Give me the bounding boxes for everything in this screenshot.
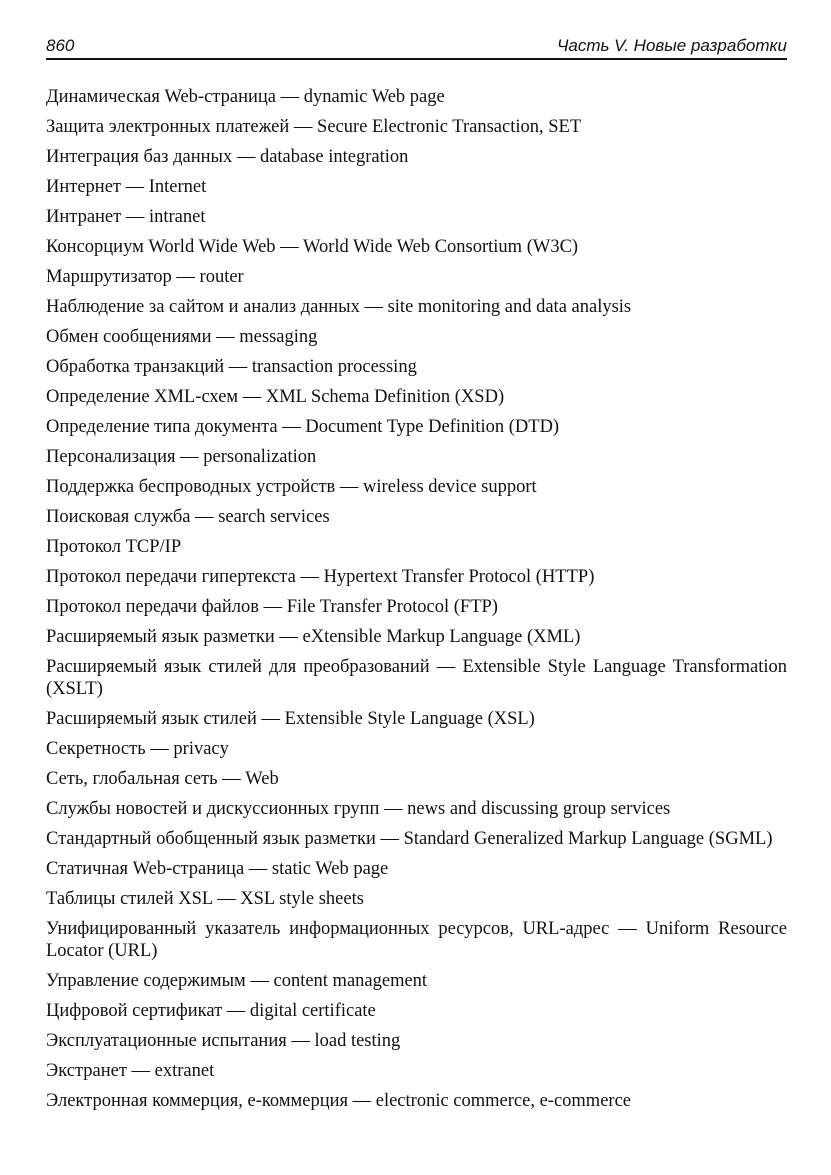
glossary-entry: Стандартный обобщенный язык разметки — Standard Generalized Markup Language (SGML) — [46, 829, 773, 849]
glossary-entry: Расширяемый язык разметки — eXtensible Markup Language (XML) — [46, 627, 581, 647]
page-number: 860 — [46, 36, 75, 55]
glossary-entry: Экстранет — extranet — [46, 1061, 215, 1081]
glossary-entry: Консорциум World Wide Web — World Wide Web Consortium (W3C) — [46, 237, 579, 257]
glossary-entry: Обработка транзакций — transaction processing — [46, 357, 417, 377]
glossary-entry: Протокол TCP/IP — [46, 537, 182, 557]
glossary-entry: Наблюдение за сайтом и анализ данных — site monitoring and data analysis — [46, 297, 632, 317]
glossary-entry: Интеграция баз данных — database integration — [46, 147, 409, 167]
glossary-entry: Протокол передачи гипертекста — Hypertext Transfer Protocol (HTTP) — [46, 567, 595, 587]
glossary-entry: Таблицы стилей XSL — XSL style sheets — [46, 889, 364, 909]
glossary-entry: Поисковая служба — search services — [46, 507, 330, 527]
glossary-list — [46, 86, 787, 1120]
glossary-entry: Динамическая Web-страница — dynamic Web page — [46, 87, 445, 107]
glossary-entry: Поддержка беспроводных устройств — wireless device support — [46, 477, 537, 497]
glossary-entry: Унифицированный указатель информационных ресурсов, URL-адрес — Uniform Resource Locator (URL) — [46, 919, 787, 961]
glossary-entry: Сеть, глобальная сеть — Web — [46, 769, 279, 789]
glossary-entry: Маршрутизатор — router — [46, 267, 244, 287]
glossary-entry: Секретность — privacy — [46, 739, 229, 759]
glossary-entry: Статичная Web-страница — static Web page — [46, 859, 389, 879]
glossary-entry: Управление содержимым — content management — [46, 971, 428, 991]
glossary-entry: Цифровой сертификат — digital certificate — [46, 1001, 376, 1021]
glossary-entry: Протокол передачи файлов — File Transfer Protocol (FTP) — [46, 597, 498, 617]
glossary-entry: Защита электронных платежей — Secure Electronic Transaction, SET — [46, 117, 582, 137]
glossary-entry: Обмен сообщениями — messaging — [46, 327, 318, 347]
glossary-entry: Расширяемый язык стилей — Extensible Style Language (XSL) — [46, 709, 535, 729]
glossary-entry: Расширяемый язык стилей для преобразований — Extensible Style Language Transformation (XSLT) — [46, 657, 787, 699]
glossary-entry: Интернет — Internet — [46, 177, 207, 197]
glossary-entry: Службы новостей и дискуссионных групп — news and discussing group services — [46, 799, 671, 819]
running-header — [46, 34, 787, 60]
section-title: Часть V. Новые разработки — [556, 36, 787, 55]
glossary-entry: Персонализация — personalization — [46, 447, 317, 467]
glossary-entry: Определение XML-схем — XML Schema Definition (XSD) — [46, 387, 505, 407]
glossary-entry: Определение типа документа — Document Type Definition (DTD) — [46, 417, 560, 437]
glossary-entry: Интранет — intranet — [46, 207, 206, 227]
glossary-entry: Электронная коммерция, е-коммерция — electronic commerce, e-commerce — [46, 1091, 631, 1111]
glossary-entry: Эксплуатационные испытания — load testing — [46, 1031, 401, 1051]
book-page — [46, 34, 787, 1111]
